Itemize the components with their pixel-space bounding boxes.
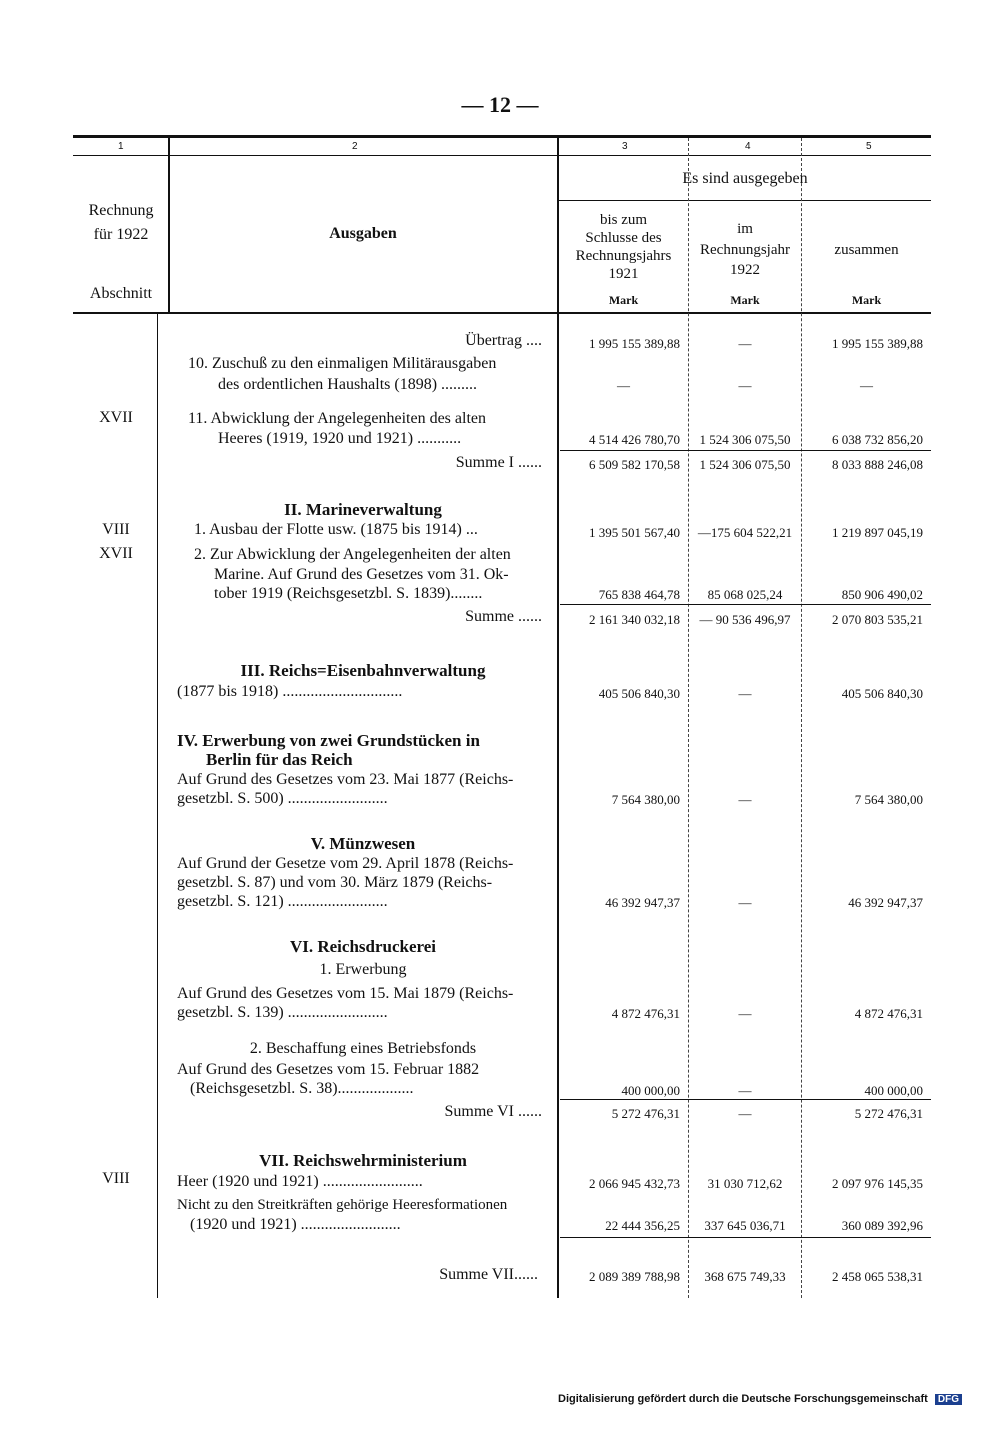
uebertrag-c3: 1 995 155 389,88: [589, 336, 680, 351]
uebertrag-c5: 1 995 155 389,88: [832, 336, 923, 351]
druck2-c5: 400 000,00: [864, 1083, 923, 1098]
header-col3-line3: Rechnungsjahrs: [575, 248, 672, 264]
r10-c4: —: [738, 378, 752, 393]
summe6-c3: 5 272 476,31: [611, 1106, 680, 1121]
r10-c3: —: [617, 378, 630, 393]
r11-c4: 1 524 306 075,50: [699, 432, 791, 447]
m2-line1: 2. Zur Abwicklung der Angelegenheiten der alten: [194, 546, 511, 563]
header-ausgaben: Ausgaben: [329, 225, 397, 242]
druck1-c5: 4 872 476,31: [854, 1006, 923, 1021]
header-col4-line1: im: [737, 221, 753, 237]
m2-c3: 765 838 464,78: [598, 587, 680, 602]
col3-divider: [688, 138, 689, 1298]
summe6-c5: 5 272 476,31: [854, 1106, 923, 1121]
header-col4-line3: 1922: [730, 262, 760, 278]
muenz-line2: gesetzbl. S. 87) und vom 30. März 1879 (Reichs-: [177, 874, 493, 891]
m2-line3: tober 1919 (Reichsgesetzbl. S. 1839)........: [214, 585, 483, 602]
druck1-subtitle: 1. Erwerbung: [319, 961, 407, 978]
m2-c4: 85 068 025,24: [707, 587, 783, 602]
summe2-c4: — 90 536 496,97: [699, 612, 791, 627]
muenz-c4: —: [738, 895, 752, 910]
m1-c4: —175 604 522,21: [697, 525, 793, 540]
summe2-rule: [560, 604, 931, 605]
summe6-rule: [560, 1099, 931, 1100]
eisenbahn-c3: 405 506 840,30: [598, 686, 680, 701]
druck1-line2: gesetzbl. S. 139) .........................: [177, 1004, 388, 1021]
unit-col4: Mark: [730, 293, 760, 307]
summe7-c5: 2 458 065 538,31: [832, 1269, 923, 1284]
table-top-rule: [73, 135, 931, 138]
nicht-line2: (1920 und 1921) .........................: [190, 1216, 401, 1233]
druck-title: VI. Reichsdruckerei: [289, 937, 437, 956]
m1-c5: 1 219 897 045,19: [832, 525, 923, 540]
col4-divider: [801, 138, 802, 1298]
m1-abschnitt: VIII: [102, 521, 130, 538]
eisenbahn-c4: —: [738, 686, 752, 701]
summe7-label: Summe VII......: [439, 1266, 538, 1283]
header-col4-line2: Rechnungsjahr: [700, 242, 790, 258]
druck2-line2: (Reichsgesetzbl. S. 38)...................: [190, 1080, 414, 1097]
summe1-c3: 6 509 582 170,58: [589, 457, 680, 472]
summe1-c4: 1 524 306 075,50: [699, 457, 791, 472]
r11-line2: Heeres (1919, 1920 und 1921) ...........: [218, 430, 462, 447]
group-header-rule: [558, 200, 931, 201]
column-number-1: 1: [118, 141, 124, 152]
nicht-c4: 337 645 036,71: [704, 1218, 786, 1233]
r10-c5: —: [860, 378, 873, 393]
r10-line1: 10. Zuschuß zu den einmaligen Militärausgaben: [188, 355, 497, 372]
heer-abschnitt: VIII: [102, 1170, 130, 1187]
col1-divider: [157, 313, 158, 1298]
grund-c4: —: [738, 792, 752, 807]
page-number: — 12 —: [461, 92, 539, 117]
column-number-rule: [73, 155, 931, 156]
m2-abschnitt: XVII: [99, 545, 133, 562]
muenz-line3: gesetzbl. S. 121) .........................: [177, 893, 388, 910]
grund-line2: gesetzbl. S. 500) .........................: [177, 790, 388, 807]
grund-c5: 7 564 380,00: [854, 792, 923, 807]
m1-c3: 1 395 501 567,40: [589, 525, 680, 540]
summe6-label: Summe VI ......: [444, 1103, 542, 1120]
eisenbahn-c5: 405 506 840,30: [841, 686, 923, 701]
summe7-c4: 368 675 749,33: [704, 1269, 786, 1284]
nicht-line1: Nicht zu den Streitkräften gehörige Heeresformationen: [177, 1197, 508, 1213]
druck1-c3: 4 872 476,31: [611, 1006, 680, 1021]
header-fuer-1922: für 1922: [93, 226, 149, 243]
m2-c5: 850 906 490,02: [841, 587, 923, 602]
wehr-title: VII. Reichswehrministerium: [259, 1151, 467, 1170]
unit-col5: Mark: [851, 293, 882, 307]
col2-divider: [557, 138, 559, 1298]
header-rechnung: Rechnung: [88, 202, 154, 219]
footer-text: Digitalisierung gefördert durch die Deutsche Forschungsgemeinschaft: [558, 1393, 928, 1405]
unit-col3: Mark: [608, 293, 639, 307]
header-col3-line4: 1921: [608, 266, 639, 282]
druck2-c4: —: [738, 1083, 752, 1098]
r10-line2: des ordentlichen Haushalts (1898) .........: [218, 376, 478, 393]
r11-abschnitt: XVII: [99, 409, 133, 426]
header-bottom-rule: [73, 312, 931, 314]
r11-c3: 4 514 426 780,70: [589, 432, 680, 447]
footer-credit: [558, 1393, 962, 1405]
header-col3-line1: bis zum: [599, 212, 648, 228]
druck1-line1: Auf Grund des Gesetzes vom 15. Mai 1879 (Reichs-: [177, 985, 514, 1002]
summe7-c3: 2 089 389 788,98: [589, 1269, 680, 1284]
header-es-sind-ausgegeben: Es sind ausgegeben: [682, 170, 808, 187]
uebertrag-c4: —: [738, 336, 752, 351]
m1-line1: 1. Ausbau der Flotte usw. (1875 bis 1914) ...: [194, 521, 478, 538]
header-col5: zusammen: [834, 242, 899, 258]
eisenbahn-line1: (1877 bis 1918) ..............................: [177, 683, 403, 700]
grund-title-line2: Berlin für das Reich: [206, 750, 353, 769]
header-col3-line2: Schlusse des: [585, 230, 662, 246]
nicht-c5: 360 089 392,96: [841, 1218, 923, 1233]
summe2-c3: 2 161 340 032,18: [589, 612, 680, 627]
grund-c3: 7 564 380,00: [611, 792, 680, 807]
muenz-line1: Auf Grund der Gesetze vom 29. April 1878 (Reichs-: [177, 855, 514, 872]
muenz-title: V. Münzwesen: [310, 834, 416, 853]
summe2-c5: 2 070 803 535,21: [832, 612, 923, 627]
summe1-c5: 8 033 888 246,08: [832, 457, 923, 472]
grund-line1: Auf Grund des Gesetzes vom 23. Mai 1877 (Reichs-: [177, 771, 514, 788]
m2-line2: Marine. Auf Grund des Gesetzes vom 31. Ok-: [214, 566, 509, 583]
summe2-label: Summe ......: [465, 608, 542, 625]
summe6-c4: —: [738, 1106, 752, 1121]
r11-line1: 11. Abwicklung der Angelegenheiten des alten: [188, 410, 486, 427]
heer-c4: 31 030 712,62: [707, 1176, 783, 1191]
summe1-rule: [560, 450, 931, 451]
druck2-line1: Auf Grund des Gesetzes vom 15. Februar 1882: [177, 1061, 480, 1078]
uebertrag-label: Übertrag ....: [465, 332, 542, 349]
druck2-c3: 400 000,00: [621, 1083, 680, 1098]
header-abschnitt: Abschnitt: [89, 285, 153, 302]
heer-line1: Heer (1920 und 1921) .........................: [177, 1173, 423, 1190]
grund-title-line1: IV. Erwerbung von zwei Grundstücken in: [177, 731, 480, 750]
column-number-3: 3: [622, 141, 628, 152]
nicht-c3: 22 444 356,25: [605, 1218, 680, 1233]
marine-title: II. Marineverwaltung: [284, 500, 442, 519]
r11-c5: 6 038 732 856,20: [832, 432, 923, 447]
column-number-2: 2: [352, 141, 358, 152]
dfg-logo: DFG: [935, 1394, 962, 1405]
druck2-subtitle: 2. Beschaffung eines Betriebsfonds: [249, 1040, 477, 1057]
summe1-label: Summe I ......: [455, 454, 542, 471]
column-number-5: 5: [866, 141, 872, 152]
column-number-4: 4: [745, 141, 751, 152]
eisenbahn-title: III. Reichs=Eisenbahnverwaltung: [240, 661, 486, 680]
heer-c3: 2 066 945 432,73: [589, 1176, 680, 1191]
heer-c5: 2 097 976 145,35: [832, 1176, 923, 1191]
muenz-c5: 46 392 947,37: [848, 895, 923, 910]
muenz-c3: 46 392 947,37: [605, 895, 680, 910]
druck1-c4: —: [738, 1006, 752, 1021]
summe7-rule: [560, 1237, 931, 1238]
